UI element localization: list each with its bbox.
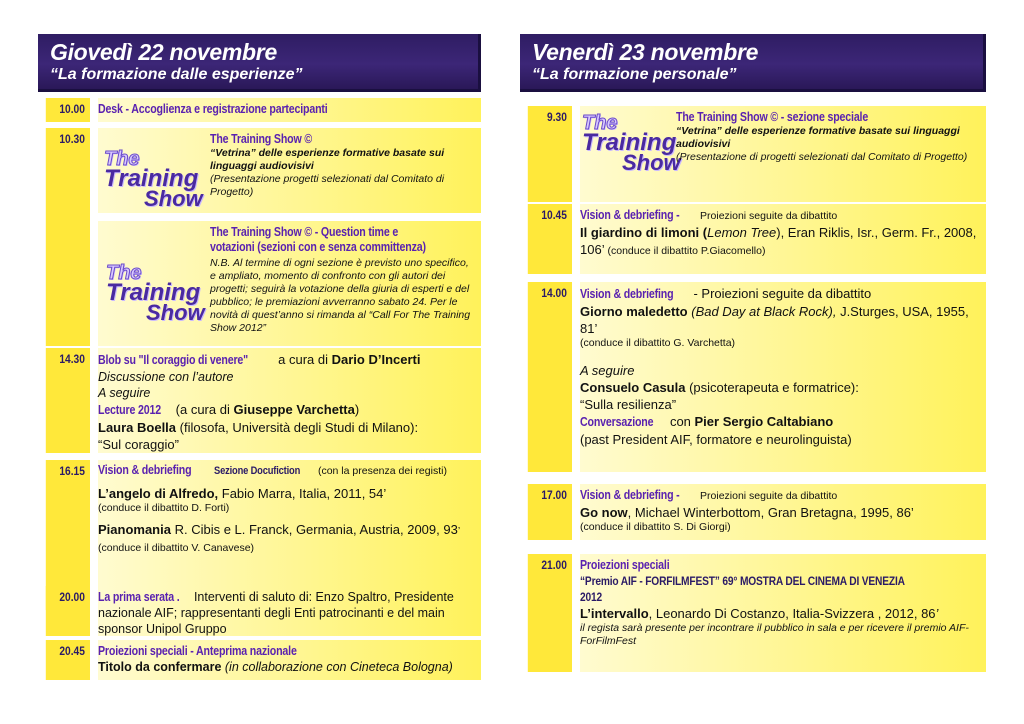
schedule-row: 14.00 Vision & debriefing - Proiezioni seguite da dibattito Giorno maledetto (Bad Day at Black Rock), J.Sturges, USA, 1955, 81’ (conduce il dibattito G. Varchetta) A seguire Consuelo Casula (psicoterapeuta e formatrice): “Sulla resilienza” Conversazione con Pier Sergio Caltabiano (past President AIF, formatore e neurolinguista) [520,282,986,472]
block-title: The Training Show © [210,132,312,146]
schedule-row: 14.30 Blob su "Il coraggio di venere" a cura di Dario D’Incerti Discussione con l’autore A seguire Lecture 2012 (a cura di Giuseppe Varchetta) Laura Boella (filosofa, Università degli Studi di Milano): “Sul coraggio” [38,348,481,453]
row-time: 21.00 [528,554,572,672]
row-time: 14.30 [46,348,90,453]
block-desc: “Vetrina” delle esperienze formative basate sui linguaggi audiovisivi [210,147,445,172]
row-time: 10.00 [46,98,90,122]
row-time: 17.00 [528,484,572,540]
block-title: The Training Show © - Question time e votazioni (sezioni con e senza committenza) [210,225,426,254]
day1-subtitle: “La formazione dalle esperienze” [50,66,303,83]
row-time: 14.00 [528,282,572,472]
row-time: 16.15 [46,460,90,610]
day1-title: Giovedì 22 novembre [50,39,277,65]
schedule-row: 10.45 Vision & debriefing - Proiezioni seguite da dibattito Il giardino di limoni (Lemon Tree), Eran Riklis, Isr., Germ. Fr., 2008, 106’ (conduce il dibattito P.Giacomello) [520,204,986,274]
schedule-row [38,98,481,122]
row-time: 20.45 [46,640,90,680]
day2-column [520,34,986,647]
day2-title: Venerdì 23 novembre [532,39,759,65]
row-time: 10.30 [46,128,90,346]
schedule-row: 21.00 Proiezioni speciali “Premio AIF - FORFILMFEST” 69° MOSTRA DEL CINEMA DI VENEZIA 2012 L’intervallo, Leonardo Di Costanzo, Italia-Svizzera , 2012, 86’ il regista sarà presente per incontrare il pubblico in sala e per ricevere il premio AIF-ForFilmFest [520,554,986,672]
schedule-row: 16.15 Vision & debriefing Sezione Docufiction (con la presenza dei registi) L’angelo di Alfredo, Fabio Marra, Italia, 2011, 54’ (conduce il dibattito D. Forti) Pianomania R. Cibis e L. Franck, Germania, Austria, 2009, 93’ (conduce il dibattito V. Canavese) [38,460,481,610]
schedule-row [38,128,481,346]
row-title: Desk - Accoglienza e registrazione partecipanti [98,102,328,116]
schedule-row: 20.00 La prima serata . Interventi di saluto di: Enzo Spaltro, Presidente nazionale AIF; rappresentanti degli Enti patrocinanti e del main sponsor Unipol Gruppo [38,586,481,636]
training-show-logo: The Training Show [582,112,681,175]
training-show-logo: The Training Show [104,148,203,211]
block-note: N.B. Al termine di ogni sezione è previsto uno specifico, e ampliato, momento di confronto con gli autori dei progetti; seguirà la votazione della giuria di esperti e del pubblico; le premiazioni avverranno sabato 24. Per le novità di quest’anno si rimanda al “Call For The Training Show 2012” [210,257,471,334]
row-time: 9.30 [528,106,572,202]
schedule-row: 17.00 Vision & debriefing - Proiezioni seguite da dibattito Go now, Michael Winterbottom, Gran Bretagna, 1995, 86’ (conduce il dibattito S. Di Giorgi) [520,484,986,540]
day2-subtitle: “La formazione personale” [532,66,737,83]
day1-header [38,34,481,92]
schedule-row: 20.45 Proiezioni speciali - Anteprima nazionale Titolo da confermare (in collaborazione con Cineteca Bologna) [38,640,481,680]
row-time: 10.45 [528,204,572,274]
block-note: (Presentazione progetti selezionati dal Comitato di Progetto) [210,173,445,198]
day2-header [520,34,986,92]
training-show-logo: The Training Show [106,262,205,325]
row-time: 20.00 [46,586,90,636]
row-title: Blob su "Il coraggio di venere" [98,353,249,367]
day1-column [38,34,481,674]
schedule-row: 9.30 The Training Show The Training Show © - sezione speciale “Vetrina” delle esperienze formative basate sui linguaggi audiovisivi (Presentazione di progetti selezionati dal Comitato di Progetto) [520,106,986,202]
